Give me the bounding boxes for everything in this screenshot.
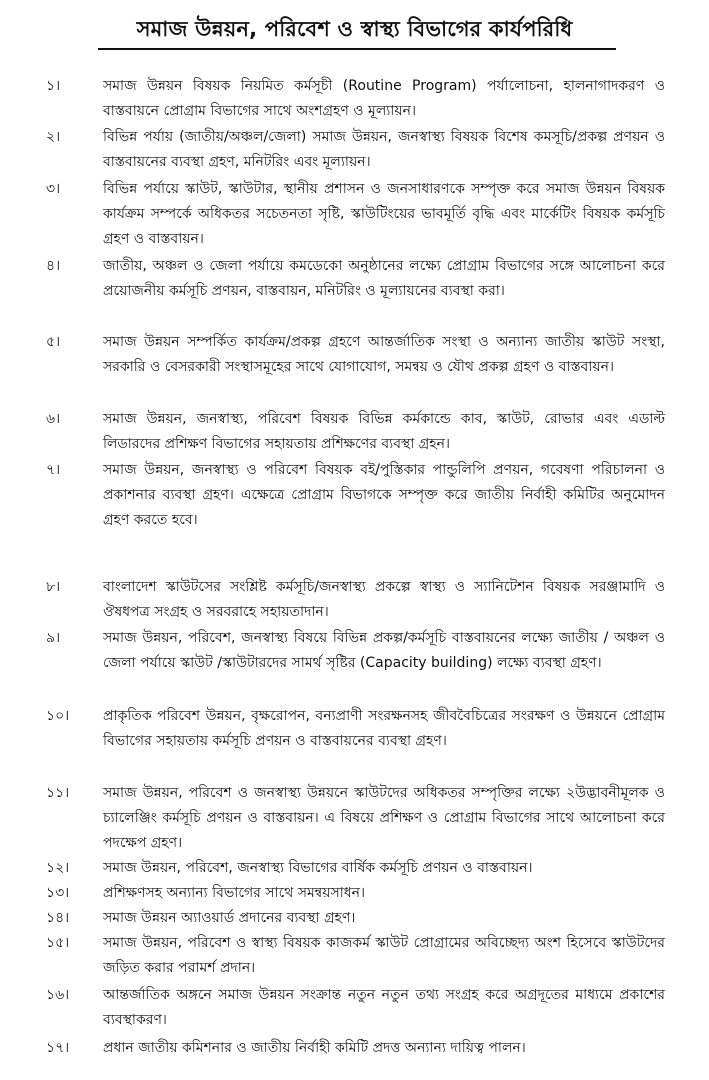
page-title: সমাজ উন্নয়ন, পরিবেশ ও স্বাস্থ্য বিভাগের কার্যপরিধি (136, 17, 573, 41)
item-number: ১৫। (46, 935, 70, 951)
item-number: ২। (46, 129, 61, 145)
item-text: প্রশিক্ষণসহ অন্যান্য বিভাগের সাথে সমন্বয়সাধন। (103, 885, 365, 901)
item-number: ১৭। (46, 1040, 70, 1056)
item-number: ১৩। (46, 885, 70, 901)
item-text: সমাজ উন্নয়ন, পরিবেশ ও স্বাস্থ্য বিষয়ক কাজকর্ম স্কাউট প্রোগ্রামের অবিচ্ছেদ্য অংশ হিসেবে স্কাউটদের জড়িত করার পরামর্শ প্রদান। (103, 935, 665, 976)
item-number: ১৪। (46, 910, 70, 926)
item-number: ৯। (46, 630, 61, 646)
item-number: ১। (46, 78, 61, 94)
item-text: বিভিন্ন পর্যায়ে স্কাউট, স্কাউটার, স্থানীয় প্রশাসন ও জনসাধারণকে সম্পৃক্ত করে সমাজ উন্নয়ন বিষয়ক কার্যক্রম সম্পর্কে অধিকতর সচেতনতা সৃষ্টি, স্কাউটিংয়ের ভাবমূর্তি বৃদ্ধি এবং মার্কেটিং বিষয়ক কর্মসূচি গ্রহণ ও বাস্তবায়ন। (103, 181, 665, 247)
item-number: ৪। (46, 258, 61, 274)
item-text: আন্তর্জাতিক অঙ্গনে সমাজ উন্নয়ন সংক্রান্ত নতুন নতুন তথ্য সংগ্রহ করে অগ্রদূতের মাধ্যমে প্রকাশের ব্যবস্থাকরণ। (103, 987, 665, 1028)
item-text: বাংলাদেশ স্কাউটসের সংশ্লিষ্ট কর্মসূচি/জনস্বাস্থ্য প্রকল্পে স্বাস্থ্য ও স্যানিটেশন বিষয়ক সরঞ্জামাদি ও ঔষধপত্র সংগ্রহ ও সরবরাহে সহায়তাদান। (103, 579, 665, 620)
item-number: ৮। (46, 579, 61, 595)
item-text: বিভিন্ন পর্যায় (জাতীয়/অঞ্চল/জেলা) সমাজ উন্নয়ন, জনস্বাস্থ্য বিষয়ক বিশেষ কমসূচি/প্রকল্প প্রণয়ন ও বাস্তবায়নের ব্যবস্থা গ্রহণ, মনিটরিং এবং মূল্যায়ন। (103, 129, 665, 170)
item-number: ১০। (46, 708, 70, 724)
item-text: প্রধান জাতীয় কমিশনার ও জাতীয় নির্বাহী কমিটি প্রদত্ত অন্যান্য দায়িত্ব পালন। (103, 1040, 526, 1056)
item-number: ৩। (46, 181, 61, 197)
item-text: জাতীয়, অঞ্চল ও জেলা পর্যায়ে কমডেকো অনুষ্ঠানের লক্ষ্যে প্রোগ্রাম বিভাগের সঙ্গে আলোচনা করে প্রয়োজনীয় কর্মসূচি প্রণয়ন, বাস্তবায়ন, মনিটরিং ও মূল্যায়নের ব্যবস্থা করা। (103, 258, 665, 299)
item-text: প্রাকৃতিক পরিবেশ উন্নয়ন, বৃক্ষরোপন, বন্যপ্রাণী সংরক্ষনসহ জীববৈচিত্রের সংরক্ষণ ও উন্নয়নে প্রোগ্রাম বিভাগের সহায়তায় কর্মসূচি প্রণয়ন ও বাস্তবায়নের ব্যবস্থা গ্রহণ। (103, 708, 665, 749)
item-number: ৬। (46, 411, 61, 427)
item-number: ৭। (46, 462, 61, 478)
item-text: সমাজ উন্নয়ন, জনস্বাস্থ্য, পরিবেশ বিষয়ক বিভিন্ন কর্মকান্ডে কাব, স্কাউট, রোভার এবং এডাল্ট লিডারদের প্রশিক্ষণ বিভাগের সহায়তায় প্রশিক্ষণের ব্যবস্থা গ্রহন। (103, 411, 665, 452)
item-number: ১২। (46, 860, 70, 876)
item-text: সমাজ উন্নয়ন, পরিবেশ, জনস্বাস্থ্য বিভাগের বার্ষিক কর্মসূচি প্রণয়ন ও বাস্তবায়ন। (103, 860, 533, 876)
item-text: সমাজ উন্নয়ন, জনস্বাস্থ্য ও পরিবেশ বিষয়ক বই/পুস্তিকার পান্ডুলিপি প্রণয়ন, গবেষণা পরিচালনা ও প্রকাশনার ব্যবস্থা গ্রহণ। এক্ষেত্রে প্রোগ্রাম বিভাগকে সম্পৃক্ত করে জাতীয় নির্বাহী কমিটির অনুমোদন গ্রহণ করতে হবে। (103, 462, 665, 528)
item-number: ১৬। (46, 987, 70, 1003)
title-underline (98, 48, 616, 50)
item-number: ১১। (46, 785, 70, 801)
item-text: সমাজ উন্নয়ন বিষয়ক নিয়মিত কর্মসূচী (Routine Program) পর্যালোচনা, হালনাগাদকরণ ও বাস্তবায়নে প্রোগ্রাম বিভাগের সাথে অংশগ্রহণ ও মূল্যায়ন। (103, 78, 665, 119)
item-text: সমাজ উন্নয়ন সম্পর্কিত কার্যক্রম/প্রকল্প গ্রহণে আন্তর্জাতিক সংস্থা ও অন্যান্য জাতীয় স্কাউট সংস্থা, সরকারি ও বেসরকারী সংস্থাসমূহের সাথে যোগাযোগ, সমন্বয় ও যৌথ প্রকল্প গ্রহণ ও বাস্তবায়ন। (103, 334, 665, 375)
item-text: সমাজ উন্নয়ন, পরিবেশ, জনস্বাস্থ্য বিষয়ে বিভিন্ন প্রকল্প/কর্মসূচি বাস্তবায়নের লক্ষ্যে জাতীয় / অঞ্চল ও জেলা পর্যায়ে স্কাউট /স্কাউটারদের সামর্থ সৃষ্টির (Capacity building) লক্ষ্যে ব্যবস্থা গ্রহণ। (103, 630, 665, 671)
item-text: সমাজ উন্নয়ন, পরিবেশ ও জনস্বাস্থ্য উন্নয়নে স্কাউটদের অধিকতর সম্পৃক্তির লক্ষ্যে ২উদ্ভাবনীমূলক ও চ্যালেঞ্জিং কর্মসূচি প্রণয়ন ও বাস্তবায়ন। এ বিষয়ে প্রশিক্ষণ ও প্রোগ্রাম বিভাগের সাথে আলোচনা করে পদক্ষেপ গ্রহণ। (103, 785, 665, 851)
item-number: ৫। (46, 334, 61, 350)
item-text: সমাজ উন্নয়ন অ্যাওয়ার্ড প্রদানের ব্যবস্থা গ্রহণ। (103, 910, 356, 926)
